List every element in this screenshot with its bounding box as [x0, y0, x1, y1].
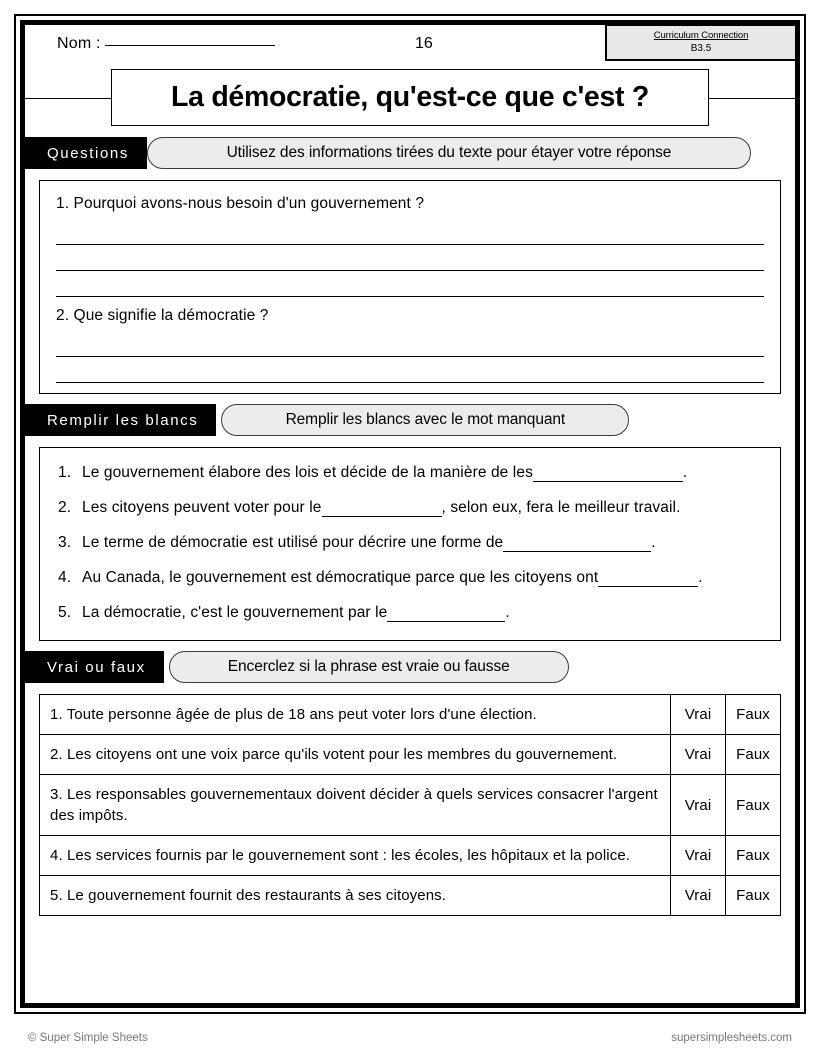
truefalse-statement: 1. Toute personne âgée de plus de 18 ans peut voter lors d'une élection.: [40, 695, 671, 735]
student-name-label: Nom :: [57, 35, 101, 52]
answer-line[interactable]: [56, 245, 764, 271]
student-name-line[interactable]: [105, 45, 275, 46]
truefalse-option-true[interactable]: Vrai: [671, 836, 726, 876]
fill-item-number: 3.: [58, 534, 72, 551]
curriculum-connection-title: Curriculum Connection: [653, 30, 749, 41]
fill-item-blank[interactable]: [503, 534, 651, 552]
truefalse-option-true[interactable]: Vrai: [671, 735, 726, 775]
title-band: [39, 69, 781, 127]
fill-item-text-before: Les citoyens peuvent voter pour le: [82, 499, 322, 516]
fill-item: [58, 604, 762, 622]
truefalse-option-true[interactable]: Vrai: [671, 775, 726, 836]
fill-item-text-before: Le gouvernement élabore des lois et décide de la manière de les: [82, 464, 533, 481]
fill-item: [58, 499, 762, 517]
fill-item-text-after: .: [505, 604, 510, 621]
fill-item-text-after: .: [651, 534, 656, 551]
answer-line[interactable]: [56, 357, 764, 383]
truefalse-statement: 3. Les responsables gouvernementaux doivent décider à quels services consacrer l'argent des impôts.: [40, 775, 671, 836]
fill-item-blank[interactable]: [322, 499, 442, 517]
truefalse-section-instruction: Encerclez si la phrase est vraie ou fausse: [169, 651, 569, 683]
title-rule-right: [695, 98, 795, 99]
truefalse-option-false[interactable]: Faux: [726, 775, 781, 836]
questions-answer-box: [39, 180, 781, 394]
fill-item-text-before: La démocratie, c'est le gouvernement par le: [82, 604, 388, 621]
fill-item-text-before: Le terme de démocratie est utilisé pour décrire une forme de: [82, 534, 504, 551]
fill-item: [58, 534, 762, 552]
page-number: 16: [415, 35, 433, 52]
table-row: [40, 836, 781, 876]
fill-section-header: [39, 404, 781, 436]
fill-item-blank[interactable]: [533, 464, 683, 482]
fill-item-text-after: .: [698, 569, 703, 586]
title-rule-left: [25, 98, 125, 99]
fill-item: [58, 569, 762, 587]
table-row: [40, 735, 781, 775]
truefalse-statement: 4. Les services fournis par le gouvernement sont : les écoles, les hôpitaux et la police.: [40, 836, 671, 876]
page-title: La démocratie, qu'est-ce que c'est ?: [171, 81, 649, 113]
fill-item: [58, 464, 762, 482]
worksheet-content: [25, 25, 795, 1003]
truefalse-section-tag: Vrai ou faux: [25, 651, 164, 683]
truefalse-statement: 5. Le gouvernement fournit des restaurants à ses citoyens.: [40, 876, 671, 916]
question-text: 2. Que signifie la démocratie ?: [56, 307, 269, 324]
questions-section-instruction: Utilisez des informations tirées du texte pour étayer votre réponse: [147, 137, 751, 169]
fill-item-text-before: Au Canada, le gouvernement est démocratique parce que les citoyens ont: [82, 569, 599, 586]
truefalse-option-false[interactable]: Faux: [726, 836, 781, 876]
worksheet-title-box: [111, 69, 709, 126]
answer-line[interactable]: [56, 219, 764, 245]
website-text: supersimplesheets.com: [671, 1032, 792, 1044]
truefalse-statement: 2. Les citoyens ont une voix parce qu'ils votent pour les membres du gouvernement.: [40, 735, 671, 775]
answer-line[interactable]: [56, 271, 764, 297]
truefalse-option-false[interactable]: Faux: [726, 695, 781, 735]
questions-section-tag: Questions: [25, 137, 147, 169]
fill-item-text-after: , selon eux, fera le meilleur travail.: [441, 499, 681, 516]
questions-section-header: [39, 137, 781, 169]
fill-item-number: 5.: [58, 604, 72, 621]
table-row: [40, 695, 781, 735]
fill-item-number: 4.: [58, 569, 72, 586]
question-spacer: [56, 297, 764, 307]
answer-line[interactable]: [56, 331, 764, 357]
curriculum-connection-badge: [605, 25, 795, 61]
fill-section-instruction: Remplir les blancs avec le mot manquant: [221, 404, 629, 436]
table-row: [40, 775, 781, 836]
question-text: 1. Pourquoi avons-nous besoin d'un gouvernement ?: [56, 195, 425, 212]
student-name-field[interactable]: [57, 35, 275, 53]
truefalse-option-true[interactable]: Vrai: [671, 876, 726, 916]
copyright-text: © Super Simple Sheets: [28, 1032, 148, 1044]
truefalse-option-true[interactable]: Vrai: [671, 695, 726, 735]
page-footer: [28, 1028, 792, 1048]
fill-item-blank[interactable]: [598, 569, 698, 587]
truefalse-section-header: [39, 651, 781, 683]
fill-item-text-after: .: [682, 464, 688, 481]
truefalse-table: [39, 694, 781, 916]
table-row: [40, 876, 781, 916]
fill-item-blank[interactable]: [387, 604, 505, 622]
truefalse-option-false[interactable]: Faux: [726, 876, 781, 916]
fill-section-tag: Remplir les blancs: [25, 404, 216, 436]
fill-item-number: 1.: [58, 464, 72, 481]
worksheet-header-row: [39, 25, 781, 67]
truefalse-option-false[interactable]: Faux: [726, 735, 781, 775]
fill-in-blanks-box: [39, 447, 781, 641]
curriculum-connection-code: B3.5: [690, 43, 712, 54]
fill-item-number: 2.: [58, 499, 72, 516]
